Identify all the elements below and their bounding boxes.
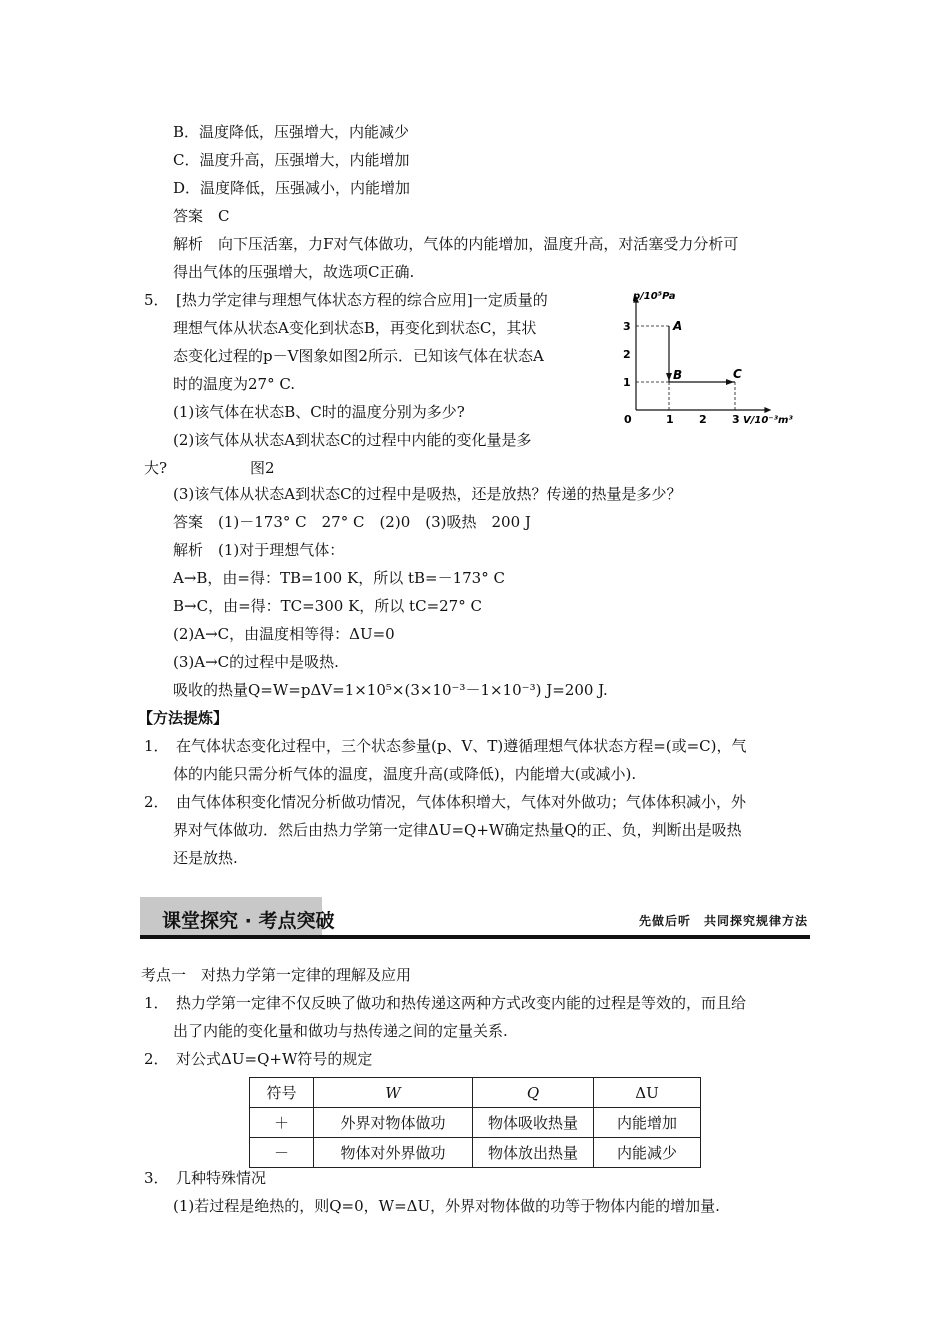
q5-sub3: (3)该气体从状态A到状态C的过程中是吸热，还是放热？传递的热量是多少？: [173, 485, 682, 503]
table-cell: 内能减少: [594, 1138, 701, 1168]
q5-analysis-line2: A→B，由=得：TB=100 K，所以 tB=－173° C: [173, 569, 505, 587]
table-header: W: [314, 1078, 473, 1108]
q5-analysis-line4: (2)A→C，由温度相等得：ΔU=0: [173, 625, 395, 643]
banner-title: 课堂探究 · 考点突破: [162, 910, 335, 932]
table-cell: 物体对外界做功: [314, 1138, 473, 1168]
point-label-a: A: [673, 319, 683, 333]
kaodian-title: 考点一 对热力学第一定律的理解及应用: [141, 966, 412, 984]
table-header: ΔU: [594, 1078, 701, 1108]
table-header-row: [250, 1078, 701, 1108]
y-axis-label: p/10⁵Pa: [633, 291, 676, 302]
banner-slogan: 先做后听 共同探究规律方法: [638, 914, 808, 928]
x-tick-label: 2: [699, 413, 707, 426]
x-tick-label: 0: [624, 413, 632, 426]
kaodian-line2: 出了内能的变化量和做功与热传递之间的定量关系.: [173, 1022, 508, 1040]
option-b: B．温度降低，压强增大，内能减少: [173, 123, 410, 141]
q5-line3: 态变化过程的p－V图象如图2所示．已知该气体在状态A: [173, 347, 544, 365]
kaodian-line1: 1． 热力学第一定律不仅反映了做功和热传递这两种方式改变内能的过程是等效的，而且给: [144, 994, 747, 1012]
kaodian-line3: 2． 对公式ΔU=Q+W符号的规定: [144, 1050, 373, 1068]
special-line1: (1)若过程是绝热的，则Q=0，W=ΔU，外界对物体做的功等于物体内能的增加量.: [173, 1197, 720, 1215]
pv-chart: [612, 286, 802, 436]
section-banner: [140, 897, 810, 941]
q5-sub2-cont: 大?: [144, 459, 168, 477]
option-d: D．温度降低，压强减小，内能增加: [173, 179, 411, 197]
method-heading: 【方法提炼】: [138, 709, 229, 727]
sign-table: [249, 1077, 701, 1168]
q5-analysis-line5: (3)A→C的过程中是吸热.: [173, 653, 339, 671]
table-cell: －: [250, 1138, 314, 1168]
x-axis-arrow: [764, 407, 771, 413]
table-cell: ＋: [250, 1108, 314, 1138]
point-label-b: B: [673, 368, 683, 382]
q5-sub2: (2)该气体从状态A到状态C的过程中内能的变化量是多: [173, 431, 532, 449]
q4-analysis-line1: 解析 向下压活塞，力F对气体做功，气体的内能增加，温度升高，对活塞受力分析可: [173, 235, 739, 253]
q5-answer: 答案 (1)－173° C 27° C (2)0 (3)吸热 200 J: [173, 513, 531, 531]
table-row: [250, 1108, 701, 1138]
q4-answer: 答案 C: [173, 207, 230, 225]
q5-sub1: (1)该气体在状态B、C时的温度分别为多少?: [173, 403, 465, 421]
figure-caption: 图2: [250, 459, 275, 477]
method-item1-line1: 1． 在气体状态变化过程中，三个状态参量(p、V、T)遵循理想气体状态方程=(或=C)，气: [144, 737, 747, 755]
method-item2-line1: 2． 由气体体积变化情况分析做功情况，气体体积增大，气体对外做功；气体体积减小，外: [144, 793, 747, 811]
point-label-c: C: [733, 367, 742, 381]
table-header: 符号: [250, 1078, 314, 1108]
y-tick-label: 3: [623, 320, 631, 333]
special-heading: 3． 几种特殊情况: [144, 1169, 267, 1187]
q5-line1: 5． [热力学定律与理想气体状态方程的综合应用]一定质量的: [144, 291, 548, 309]
method-item2-line2: 界对气体做功．然后由热力学第一定律ΔU=Q+W确定热量Q的正、负，判断出是吸热: [173, 821, 742, 839]
x-tick-label: 3: [732, 413, 740, 426]
q5-analysis-line3: B→C，由=得：TC=300 K，所以 tC=27° C: [173, 597, 482, 615]
q5-analysis-line6: 吸收的热量Q=W=pΔV=1×10⁵×(3×10⁻³－1×10⁻³) J=200 J.: [173, 681, 608, 699]
x-axis-label: V/10⁻³m³: [743, 415, 793, 426]
table-header: Q: [473, 1078, 594, 1108]
method-item2-line3: 还是放热.: [173, 849, 238, 867]
table-row: [250, 1138, 701, 1168]
banner-rule: [140, 935, 810, 939]
option-c: C．温度升高，压强增大，内能增加: [173, 151, 410, 169]
y-tick-label: 1: [623, 376, 631, 389]
table-cell: 内能增加: [594, 1108, 701, 1138]
x-tick-label: 1: [666, 413, 674, 426]
q5-line2: 理想气体从状态A变化到状态B，再变化到状态C，其状: [173, 319, 537, 337]
y-tick-label: 2: [623, 348, 631, 361]
table-cell: 外界对物体做功: [314, 1108, 473, 1138]
q5-analysis-line1: 解析 (1)对于理想气体：: [173, 541, 345, 559]
q4-analysis-line2: 得出气体的压强增大，故选项C正确.: [173, 263, 415, 281]
table-cell: 物体放出热量: [473, 1138, 594, 1168]
arrow-ab: [666, 373, 672, 381]
table-cell: 物体吸收热量: [473, 1108, 594, 1138]
method-item1-line2: 体的内能只需分析气体的温度，温度升高(或降低)，内能增大(或减小).: [173, 765, 637, 783]
q5-line4: 时的温度为27° C.: [173, 375, 296, 393]
